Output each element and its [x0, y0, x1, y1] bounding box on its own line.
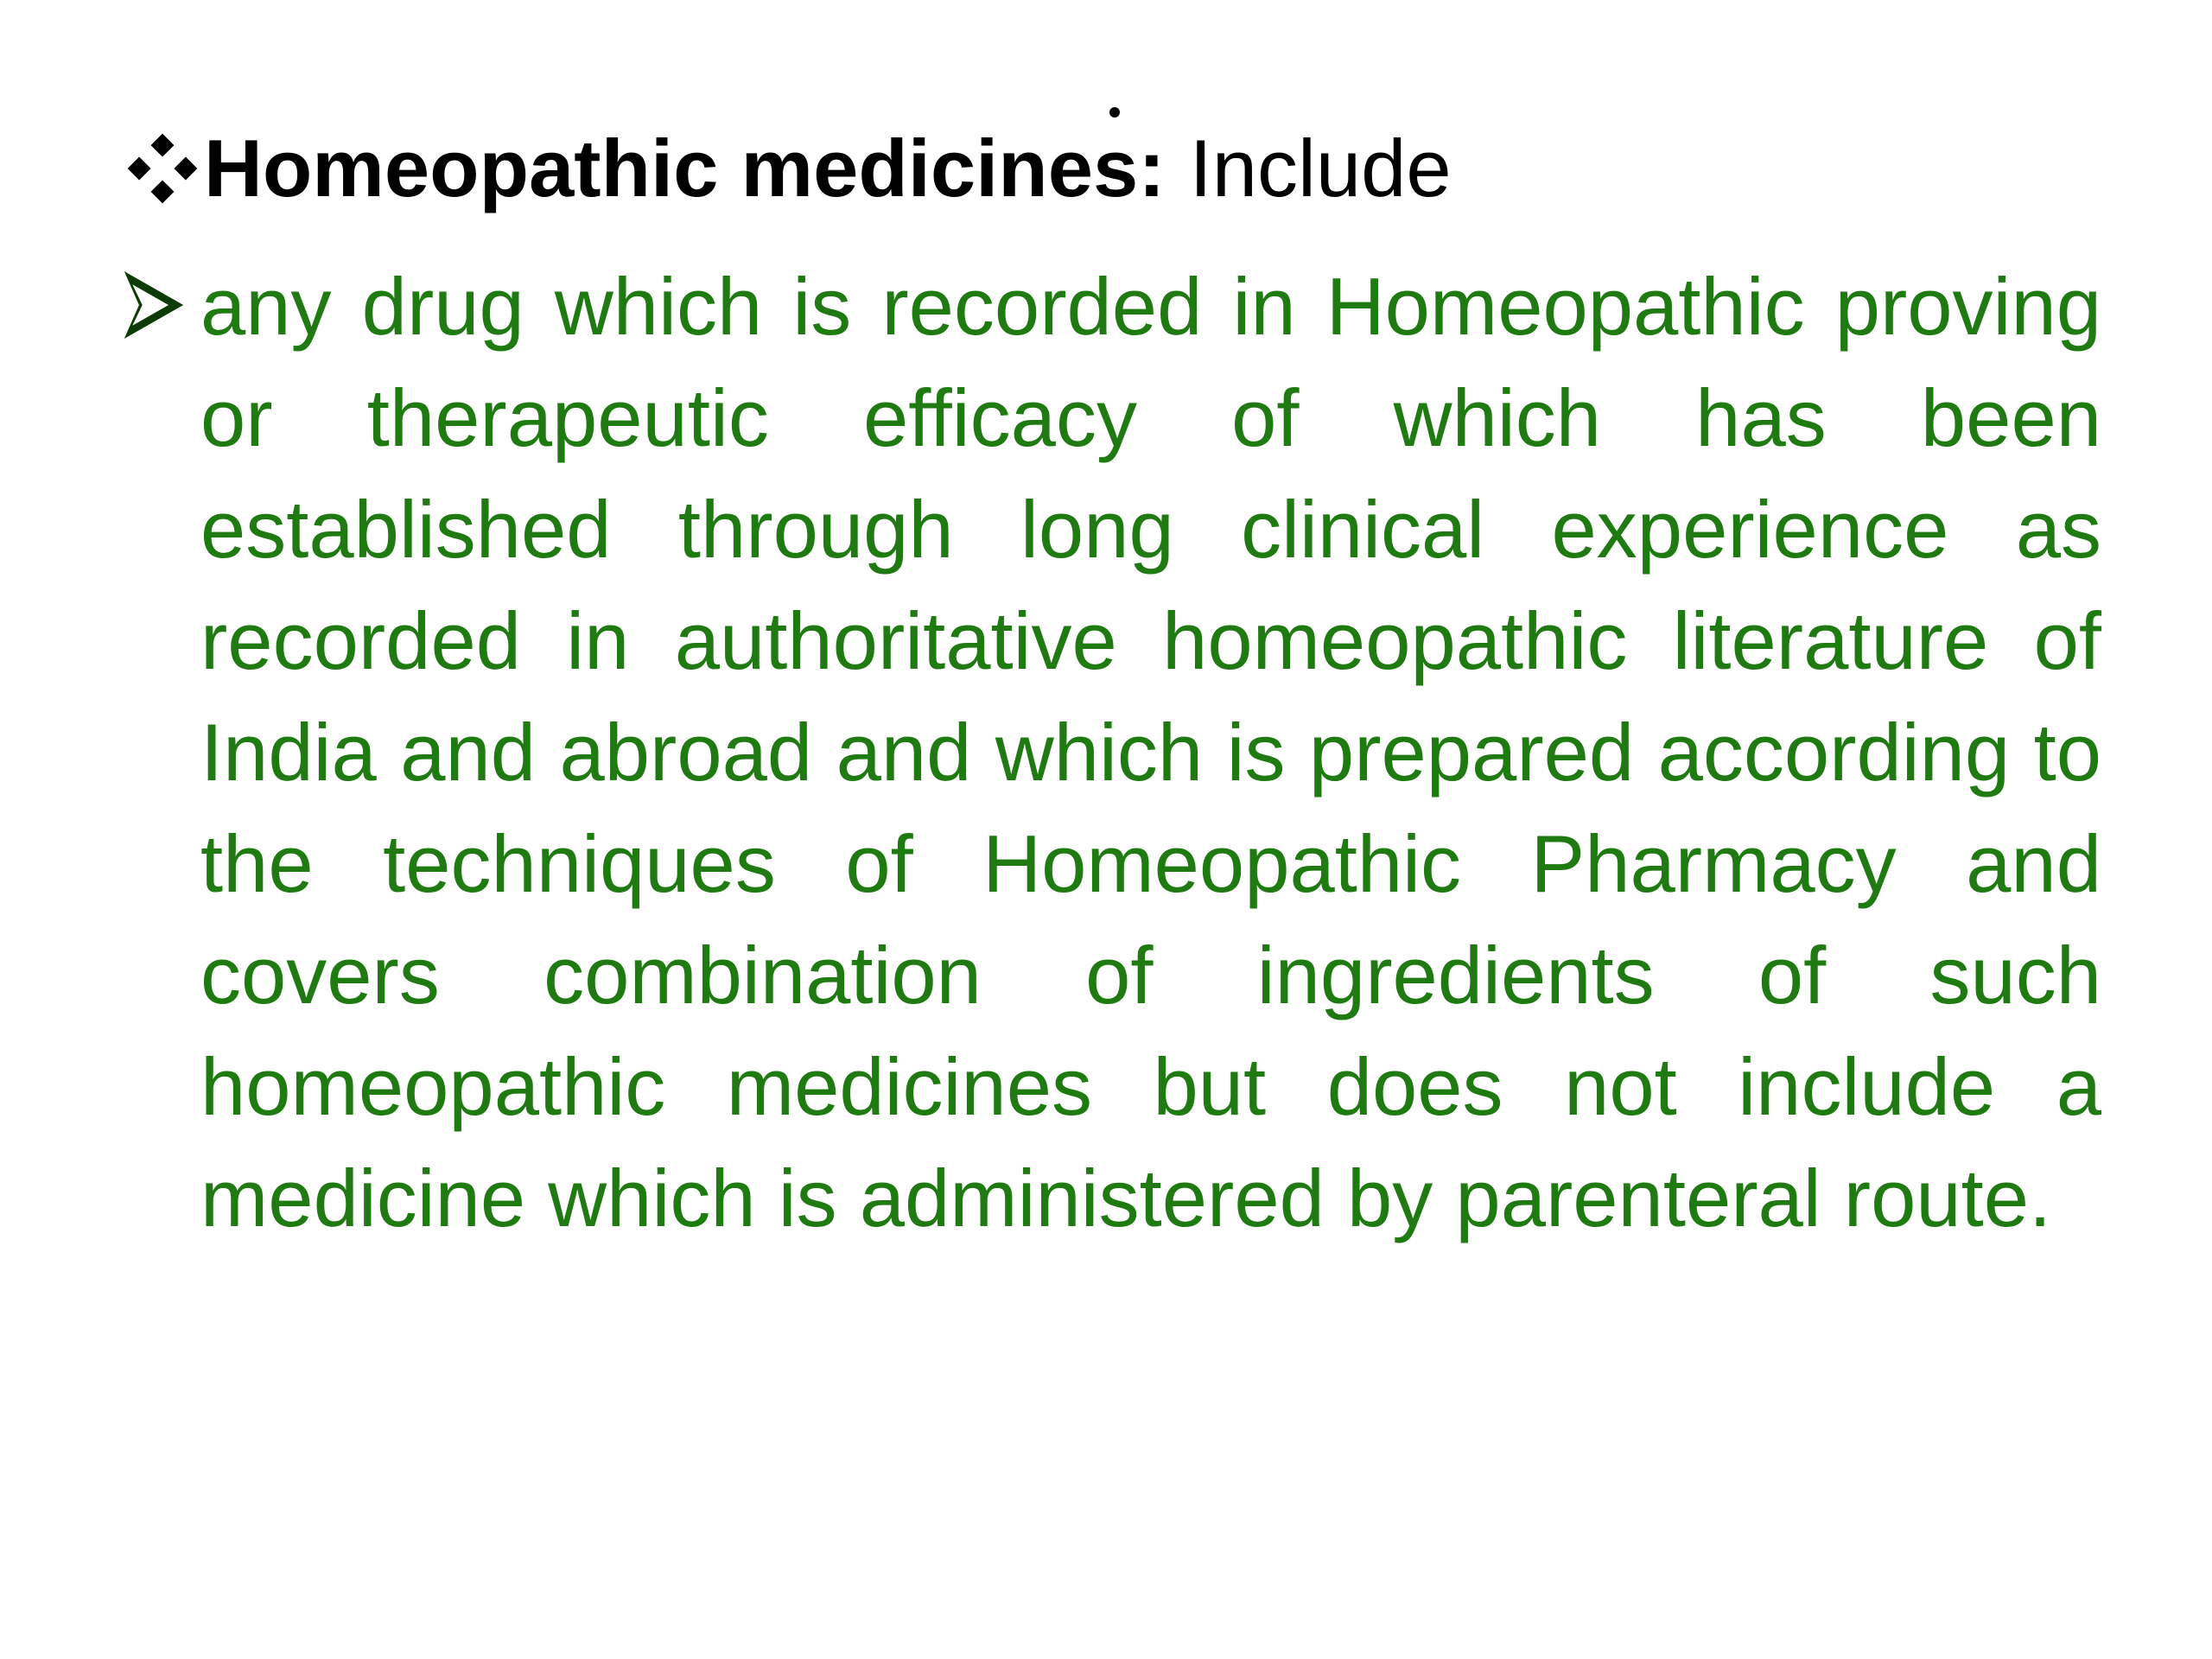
- four-diamond-bullet-icon: [121, 127, 204, 210]
- heading-rest: Include: [1189, 123, 1452, 213]
- heading-term: Homeopathic medicines:: [204, 123, 1166, 213]
- definition-text: any drug which is recorded in Homeopathic proving or therapeutic efficacy of which has been established through long clinical experience as recorded in authoritative homeopathic literature of India and abroad and which is prepared according to the techniques of Homeopathic Pharmacy and covers combination of ingredients of such homeopathic medicines but does not include a medicine which is administered by parenteral route.: [200, 261, 2101, 1243]
- slide-heading: [121, 112, 1452, 225]
- arrowhead-bullet-icon: [121, 268, 187, 342]
